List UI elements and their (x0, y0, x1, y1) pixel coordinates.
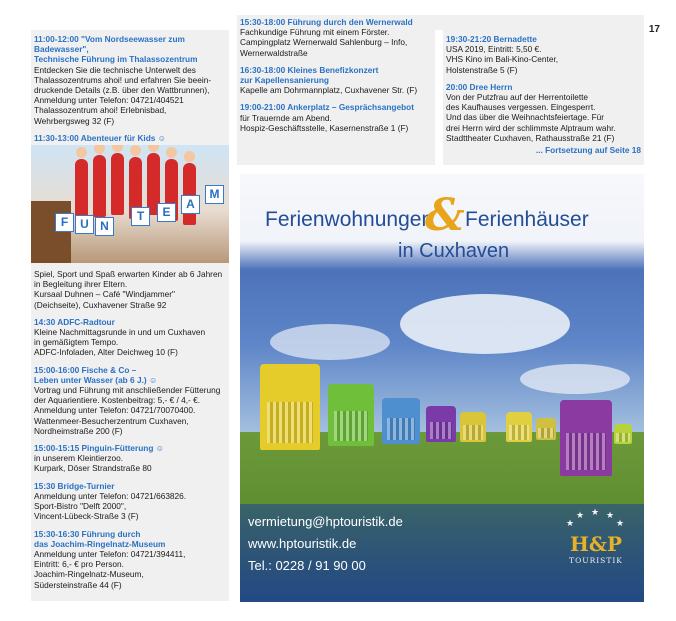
logo-subtitle: TOURISTIK (569, 556, 623, 565)
events-column-right (443, 30, 644, 165)
boat-hull (31, 201, 71, 263)
letter-tile: M (205, 185, 224, 204)
event-description: Entdecken Sie die technische Unterwelt des Thalassozentrums ahoi! und erfahren Sie beein- druckende Details (z.B. über den Wattbrunnen), Anmeldung unter Telefon: 04721/404521 Thalassozentrum ahoi! Erlebnisbad, Wehrbergsweg 32 (F) (34, 64, 212, 126)
cloud (520, 364, 630, 394)
cloud (400, 294, 570, 354)
ad-phone: Tel.: 0228 / 91 90 00 (248, 558, 366, 573)
beach-chair (382, 398, 420, 444)
ad-location: in Cuxhaven (398, 240, 510, 262)
ad-title-houses: Ferienhäuser (465, 208, 589, 231)
ampersand: & (425, 190, 465, 241)
ad-title-apartments: Ferienwohnungen (265, 208, 434, 231)
event-entry (34, 269, 226, 310)
child-figure (93, 155, 106, 217)
beach-chair (260, 364, 320, 450)
ad-email[interactable]: vermietung@hptouristik.de (248, 514, 403, 529)
beach-chair (426, 406, 456, 442)
event-heading: 15:30 Bridge-Turnier (34, 480, 115, 491)
event-heading: 20:00 Dree Herrn (446, 81, 513, 92)
event-entry (240, 65, 432, 96)
child-figure (183, 163, 196, 225)
event-entry (446, 34, 641, 75)
ad-header (240, 174, 644, 270)
event-entry (34, 443, 226, 474)
star-icon: ★ (576, 510, 585, 520)
event-entry (240, 17, 432, 58)
continued-link[interactable]: ... Fortsetzung auf Seite 18 (535, 145, 641, 156)
letter-tile: T (131, 207, 150, 226)
star-icon: ★ (591, 507, 600, 517)
star-icon: ★ (616, 518, 625, 528)
event-heading: 15:30-16:30 Führung durch das Joachim-Ringelnatz-Museum (34, 528, 166, 549)
event-description: Von der Putzfrau auf der Herrentoilette des Kaufhauses vergessen. Eingesperrt. Und das über die Weihnachtsfeiertage. Für drei Herrn wird der schlimmste Alptraum wahr. Stadttheater Cuxhaven, Rathausstraße 21 (F) (446, 92, 616, 143)
events-column-left (31, 30, 229, 601)
child-figure (111, 153, 124, 215)
fun-team-photo (31, 145, 229, 263)
events-column-middle (237, 15, 435, 165)
ad-website[interactable]: www.hptouristik.de (248, 536, 357, 551)
event-heading: 19:30-21:20 Bernadette (446, 34, 537, 44)
star-icon: ★ (606, 510, 615, 520)
event-heading: 14:30 ADFC-Radtour (34, 316, 115, 327)
event-heading: 15:30-18:00 Führung durch den Wernerwald (240, 17, 413, 27)
hp-touristik-logo (558, 507, 634, 572)
cloud (270, 324, 390, 360)
event-entry (34, 481, 226, 522)
beach-chair (328, 384, 374, 446)
child-figure (75, 159, 88, 221)
star-icon: ★ (566, 518, 575, 528)
letter-tile: N (95, 217, 114, 236)
letter-tile: F (55, 213, 74, 232)
event-description: Spiel, Sport und Spaß erwarten Kinder ab 6 Jahren in Begleitung ihrer Eltern. Kursaal Duhnen – Café "Windjammer" (Deichseite), Cuxhavener Straße 92 (34, 269, 223, 310)
event-heading: 11:30-13:00 Abenteuer für Kids ☺ (34, 132, 167, 143)
event-description: Vortrag und Führung mit anschließender Fütterung der Aquarientiere. Kostenbeitrag: 5,- € / 4,- €. Anmeldung unter Telefon: 04721/70070400. Wattenmeer-Besucherzentrum Cuxhaven, Nordheimstraße 200 (F) (34, 385, 221, 436)
event-description: Anmeldung unter Telefon: 04721/663826. Sport-Bistro "Delft 2000", Vincent-Lübeck-Straße 3 (F) (34, 490, 187, 522)
event-description: USA 2019, Eintritt: 5,50 €. VHS Kino im Bali-Kino-Center, Holstenstraße 5 (F) (446, 44, 559, 75)
event-entry (34, 34, 226, 126)
event-entry (34, 365, 226, 436)
beach-chair (536, 418, 556, 440)
event-entry (34, 133, 226, 143)
event-heading: 16:30-18:00 Kleines Benefizkonzert zur Kapellensanierung (240, 64, 379, 86)
event-description: Anmeldung unter Telefon: 04721/394411, Eintritt: 6,- € pro Person. Joachim-Ringelnatz-Museum, Südersteinstraße 44 (F) (34, 548, 186, 590)
letter-tile: A (181, 195, 200, 214)
page-number: 17 (648, 24, 660, 35)
event-heading: 15:00-15:15 Pinguin-Fütterung ☺ (34, 443, 165, 454)
event-description: für Trauernde am Abend. Hospiz-Geschäftsstelle, Kasernenstraße 1 (F) (240, 112, 409, 133)
event-entry (34, 529, 226, 590)
beach-chair (560, 400, 612, 476)
event-heading: 11:00-12:00 "Vom Nordseewasser zum Badewasser", Technische Führung im Thalassozentrum (34, 34, 198, 65)
letter-tile: U (75, 215, 94, 234)
letter-tile: E (157, 203, 176, 222)
event-description: Fachkundige Führung mit einem Förster. Campingplatz Wernerwald Sahlenburg – Info, Wernerwaldstraße (240, 27, 408, 58)
holiday-rental-advertisement (240, 174, 644, 602)
event-entry (446, 82, 641, 143)
event-description: Kapelle am Dohrmannplatz, Cuxhavener Str. (F) (240, 85, 418, 96)
event-entry (240, 102, 432, 133)
beach-chair (506, 412, 532, 442)
logo-wordmark: H&P (570, 532, 622, 556)
event-heading: 19:00-21:00 Ankerplatz – Gesprächsangebot (240, 102, 414, 113)
beach-chair (460, 412, 486, 442)
event-description: Kleine Nachmittagsrunde in und um Cuxhaven in gemäßigtem Tempo. ADFC-Infoladen, Alter Deichweg 10 (F) (34, 327, 206, 358)
beach-chair (614, 424, 632, 444)
event-entry (34, 317, 226, 358)
event-heading: 15:00-16:00 Fische & Co – Leben unter Wasser (ab 6 J.) ☺ (34, 364, 158, 385)
event-description: in unserem Kleintierzoo. Kurpark, Döser Strandstraße 80 (34, 453, 152, 474)
